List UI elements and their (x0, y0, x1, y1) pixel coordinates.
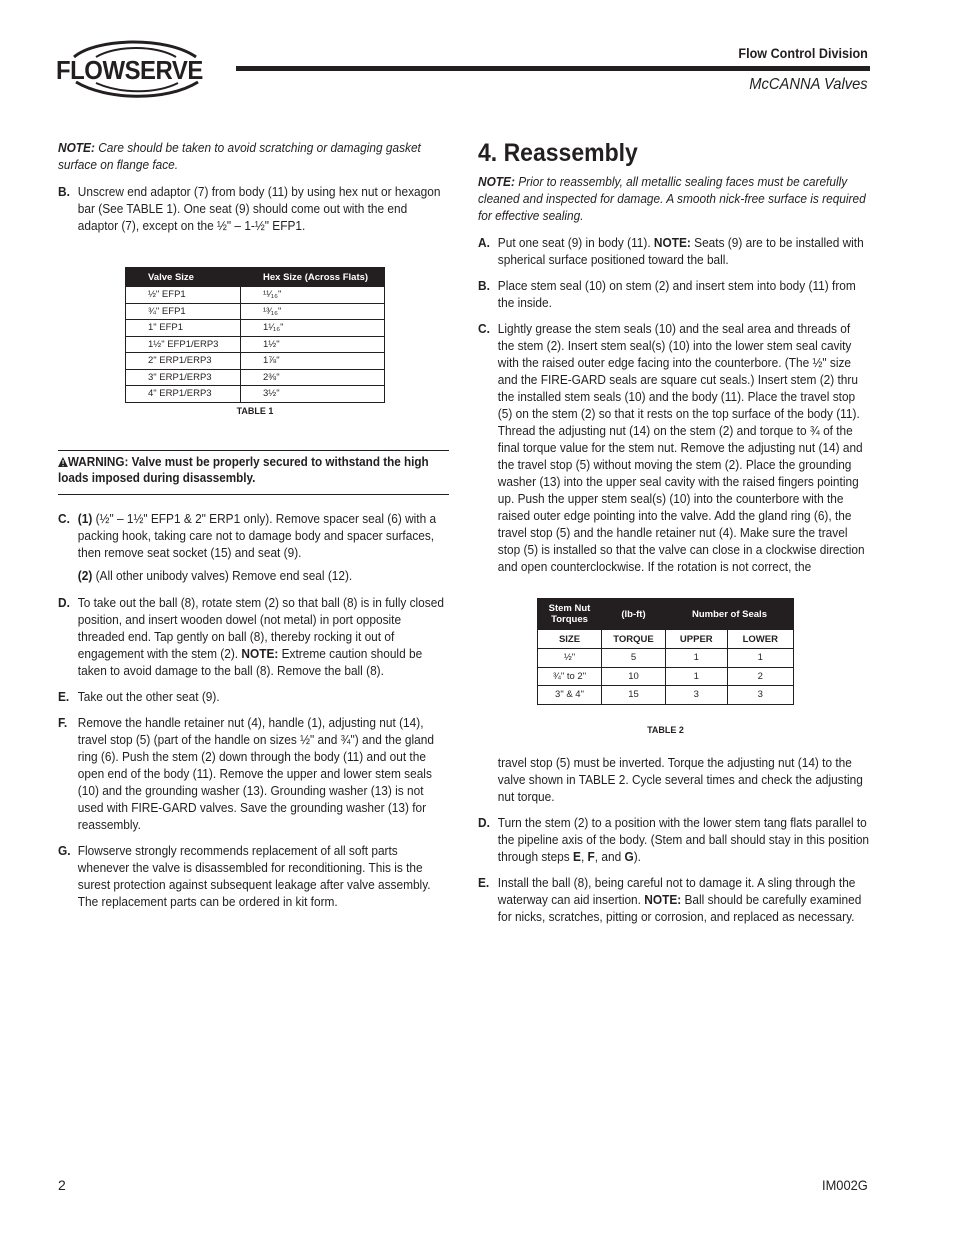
flowserve-logo (56, 40, 216, 98)
brand-title: McCANNA Valves (749, 76, 868, 93)
warning-rule-bottom (58, 494, 449, 495)
table-subheader-row: SIZE TORQUE UPPER LOWER (538, 630, 794, 649)
table2-caption: TABLE 2 (647, 725, 684, 735)
table-row: 1½" EFP1/ERP3 1½" (126, 336, 385, 353)
table2-header: Stem Nut Torques (538, 599, 602, 630)
step-d-reassembly: D. Turn the stem (2) to a position with the lower stem tang flats parallel to the pipeline axis of the body. (Stem and ball should stay in this position through steps E, F, and G). (478, 815, 870, 864)
table-row: 3" ERP1/ERP3 2⅜" (126, 369, 385, 386)
table-row: 3" & 4" 15 3 3 (538, 686, 794, 705)
division-title: Flow Control Division (738, 45, 868, 61)
table-row: 1" EFP1 1¹⁄₁₆" (126, 320, 385, 337)
table-row: ½" EFP1 ¹¹⁄₁₆" (126, 287, 385, 304)
table2-header: (lb-ft) (602, 599, 666, 630)
left-column-lower (58, 510, 450, 919)
hex-size-table (125, 267, 385, 403)
note-label: NOTE: (58, 140, 95, 155)
step-d-disassembly: D. To take out the ball (8), rotate stem (2) so that ball (8) is in fully closed position, and insert wooden dowel (not metal) in port opposite threaded end. Tap gently on ball (8), thereby rocking it out of engagement with the stem (2). NOTE: Extreme caution should be taken to avoid damage to the ball (8). Remove the ball (8). (58, 595, 444, 678)
step-b-reassembly: B. Place stem seal (10) on stem (2) and insert stem into body (11) from the inside. (478, 278, 856, 310)
step-c-continued: travel stop (5) must be inverted. Torque the adjusting nut (14) to the valve shown in TABLE 2. Cycle several times and check the adjusting nut torque. (497, 755, 863, 804)
step-a-reassembly: A. Put one seat (9) in body (11). NOTE: Seats (9) are to be installed with spherical surface positioned toward the ball. (478, 235, 864, 267)
page-number: 2 (58, 1177, 66, 1193)
warning-text: WARNING: Valve must be properly secured to withstand the high loads imposed during disassembly. (58, 454, 429, 485)
table-row: 2" ERP1/ERP3 1⅞" (126, 353, 385, 370)
left-column (58, 139, 450, 243)
step-f-disassembly: F. Remove the handle retainer nut (4), handle (1), adjusting nut (14), travel stop (5) (part of the handle on sizes ½" and ¾") and the gland ring (6). Push the stem (2) down through the body (11) and out the open end of the body (11). Remove the upper and lower stem seals (10) and the grounding washer (13). Grounding washer (13) is not used with FIRE-GARD valves. Save the grounding washer (13) for reassembly. (58, 715, 434, 832)
step-c-disassembly: C. (1) (½" – 1½" EFP1 & 2" ERP1 only). Remove spacer seal (6) with a packing hook, taking care not to damage body and spacer surfaces, then remove seat socket (15) and seat (9). (2) (All other unibody valves) Remove end seal (12). (58, 511, 437, 583)
right-note: NOTE: Prior to reassembly, all metallic sealing faces must be carefully cleaned and inspected for damage. A smooth nick-free surface is required for effective sealing. (478, 174, 866, 223)
document-id: IM002G (822, 1177, 868, 1193)
table1-caption: TABLE 1 (236, 406, 274, 416)
step-e-disassembly: E. Take out the other seat (9). (58, 689, 220, 704)
table1-header: Hex Size (Across Flats) (241, 268, 385, 287)
stem-nut-torque-table (537, 598, 794, 705)
section-heading: 4. Reassembly (478, 139, 638, 167)
logo-text: FLOWSERVE (56, 55, 203, 85)
table1-header: Valve Size (126, 268, 241, 287)
left-note: NOTE: Care should be taken to avoid scratching or damaging gasket surface on flange face. (58, 140, 421, 172)
header-rule (236, 66, 870, 71)
right-column (478, 139, 870, 584)
step-b-disassembly: B. Unscrew end adaptor (7) from body (11) by using hex nut or hexagon bar (See TABLE 1). One seat (9) should come out with the end adaptor (7), except on the ½" – 1-½" EFP1. (58, 184, 441, 233)
right-column-lower (478, 754, 870, 934)
warning-rule-top (58, 450, 449, 451)
warning-triangle-icon (58, 457, 68, 467)
step-e-reassembly: E. Install the ball (8), being careful not to damage it. A sling through the waterway can aid insertion. NOTE: Ball should be carefully examined for nicks, scratches, pitting or corrosion, and replaced as necessary. (478, 875, 862, 924)
step-g-disassembly: G. Flowserve strongly recommends replacement of all soft parts whenever the valve is disassembled for reconditioning. This is the surest protection against subsequent leakage after valve assembly. The replacement parts can be ordered in kit form. (58, 843, 431, 909)
table-row: 4" ERP1/ERP3 3½" (126, 386, 385, 403)
table-row: ¾" EFP1 ¹³⁄₁₆" (126, 303, 385, 320)
warning-box (58, 454, 449, 486)
step-c-reassembly: C. Lightly grease the stem seals (10) and the seal area and threads of the stem (2). Insert stem seal(s) (10) into the lower stem seal cavity with the raised outer edge facing into the counterbore. (The ½" size and the FIRE-GARD seals are square cut seals.) Insert stem (2) thru the installed stem seals (10) and the body (11). Place the travel stop (5) on the stem (2) so that it rests on the top surface of the body (11). Thread the adjusting nut (14) on the stem (2) and torque to ¾ of the final torque value for the stem nut. Remove the adjusting nut (14) and the travel stop (5) without moving the stem (2). Place the grounding washer (13) into the upper seal cavity with the raised fingers pointing up. Push the upper stem seal(s) (10) into the counterbore with the raised outer edge pointing into the valve. Add the gland ring (6), the travel stop (5) and the handle retainer nut (4). Make sure the travel stop (5) is installed so that the valve can close in a clockwise direction and open counterclockwise. If the rotation is not correct, the (478, 321, 865, 574)
table-row: ¾" to 2" 10 1 2 (538, 667, 794, 686)
table-row: ½" 5 1 1 (538, 649, 794, 668)
table2-header: Number of Seals (666, 599, 794, 630)
